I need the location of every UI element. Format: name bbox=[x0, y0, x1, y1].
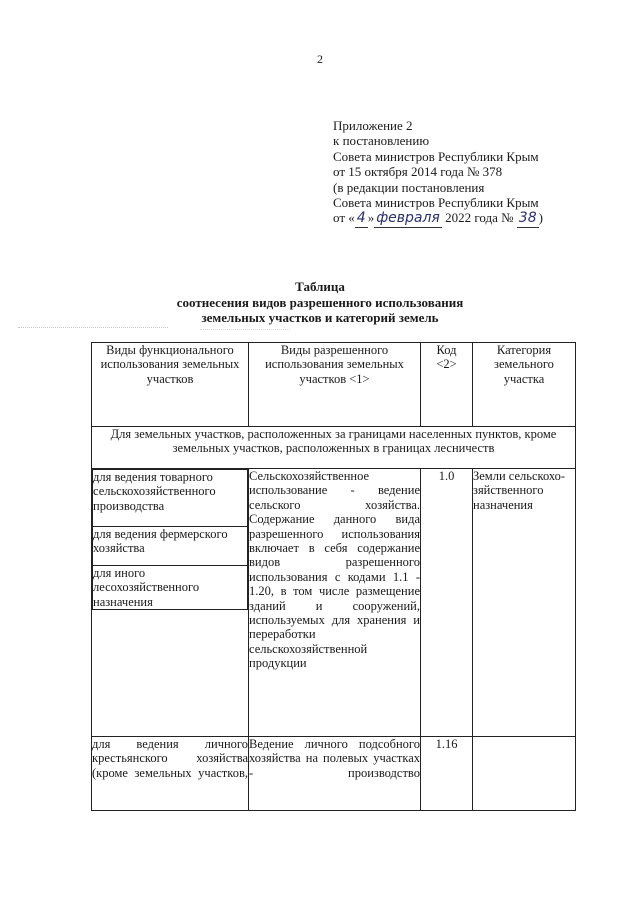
appendix-line: Приложение 2 bbox=[333, 118, 413, 133]
category-cell bbox=[473, 737, 576, 811]
list-item: для ведения товарного сельскохозяйственного производства bbox=[93, 470, 248, 527]
year-text: 2022 года № bbox=[441, 210, 517, 226]
scan-artifact bbox=[18, 327, 168, 328]
header-cell: Категория земельного участка bbox=[473, 343, 576, 427]
scan-artifact bbox=[200, 329, 290, 330]
functional-use-cell: для ведения личного крестьянского хозяйства (кроме земельных участков, bbox=[92, 737, 249, 811]
handwritten-month: февраля bbox=[376, 210, 440, 227]
header-cell: Виды функционального использования земельных участков bbox=[92, 343, 249, 427]
list-item: для ведения фермерского хозяйства bbox=[93, 527, 248, 566]
table-title bbox=[0, 279, 640, 326]
appendix-line: от 15 октября 2014 года № 378 bbox=[333, 164, 503, 180]
land-use-table bbox=[91, 342, 576, 811]
table-row bbox=[92, 469, 576, 737]
appendix-line: (в редакции постановления bbox=[333, 179, 485, 195]
header-row bbox=[92, 343, 576, 427]
title-line: земельных участков и категорий земель bbox=[201, 310, 439, 325]
title-line: соотнесения видов разрешенного использования bbox=[176, 294, 464, 310]
functional-use-list bbox=[92, 469, 248, 610]
category-cell: Земли сельскохо-зяйственного назначения bbox=[473, 469, 576, 737]
appendix-line: Совета министров Республики Крым bbox=[333, 148, 539, 164]
permitted-use-cell: Ведение личного подсобного хозяйства на полевых участках - производство bbox=[249, 737, 421, 811]
header-cell: Код <2> bbox=[421, 343, 473, 427]
page-number: 2 bbox=[317, 52, 323, 66]
code-cell: 1.0 bbox=[421, 469, 473, 737]
amendment-date-line bbox=[333, 210, 603, 227]
list-item: для иного лесохозяйственного назначения bbox=[93, 566, 248, 610]
functional-use-cell bbox=[92, 469, 249, 737]
handwritten-number: 38 bbox=[518, 210, 537, 227]
title-line: Таблица bbox=[295, 279, 345, 294]
section-cell: Для земельных участков, расположенных за границами населенных пунктов, кроме земельных участков, расположенных в границах лесничеств bbox=[92, 427, 576, 469]
section-row bbox=[92, 427, 576, 469]
closing-paren: ) bbox=[538, 210, 543, 226]
table-row bbox=[92, 737, 576, 811]
code-cell: 1.16 bbox=[421, 737, 473, 811]
permitted-use-cell: Сельскохозяйственное использование - ведение сельского хозяйства. Содержание данного вида разрешенного использования включает в себя содержание видов разрешенного использования с кодами 1.1 - 1.20, в том числе размещение зданий и сооружений, используемых для хранения и переработки сельскохозяйственной продукции bbox=[249, 469, 421, 737]
handwritten-day: 4 bbox=[356, 210, 366, 227]
day-sep: » bbox=[367, 210, 375, 226]
appendix-line: к постановлению bbox=[333, 133, 430, 149]
appendix-line: Совета министров Республики Крым bbox=[333, 195, 539, 211]
date-prefix: от « bbox=[333, 210, 355, 226]
appendix-block bbox=[333, 118, 603, 228]
header-cell: Виды разрешенного использования земельных участков <1> bbox=[249, 343, 421, 427]
